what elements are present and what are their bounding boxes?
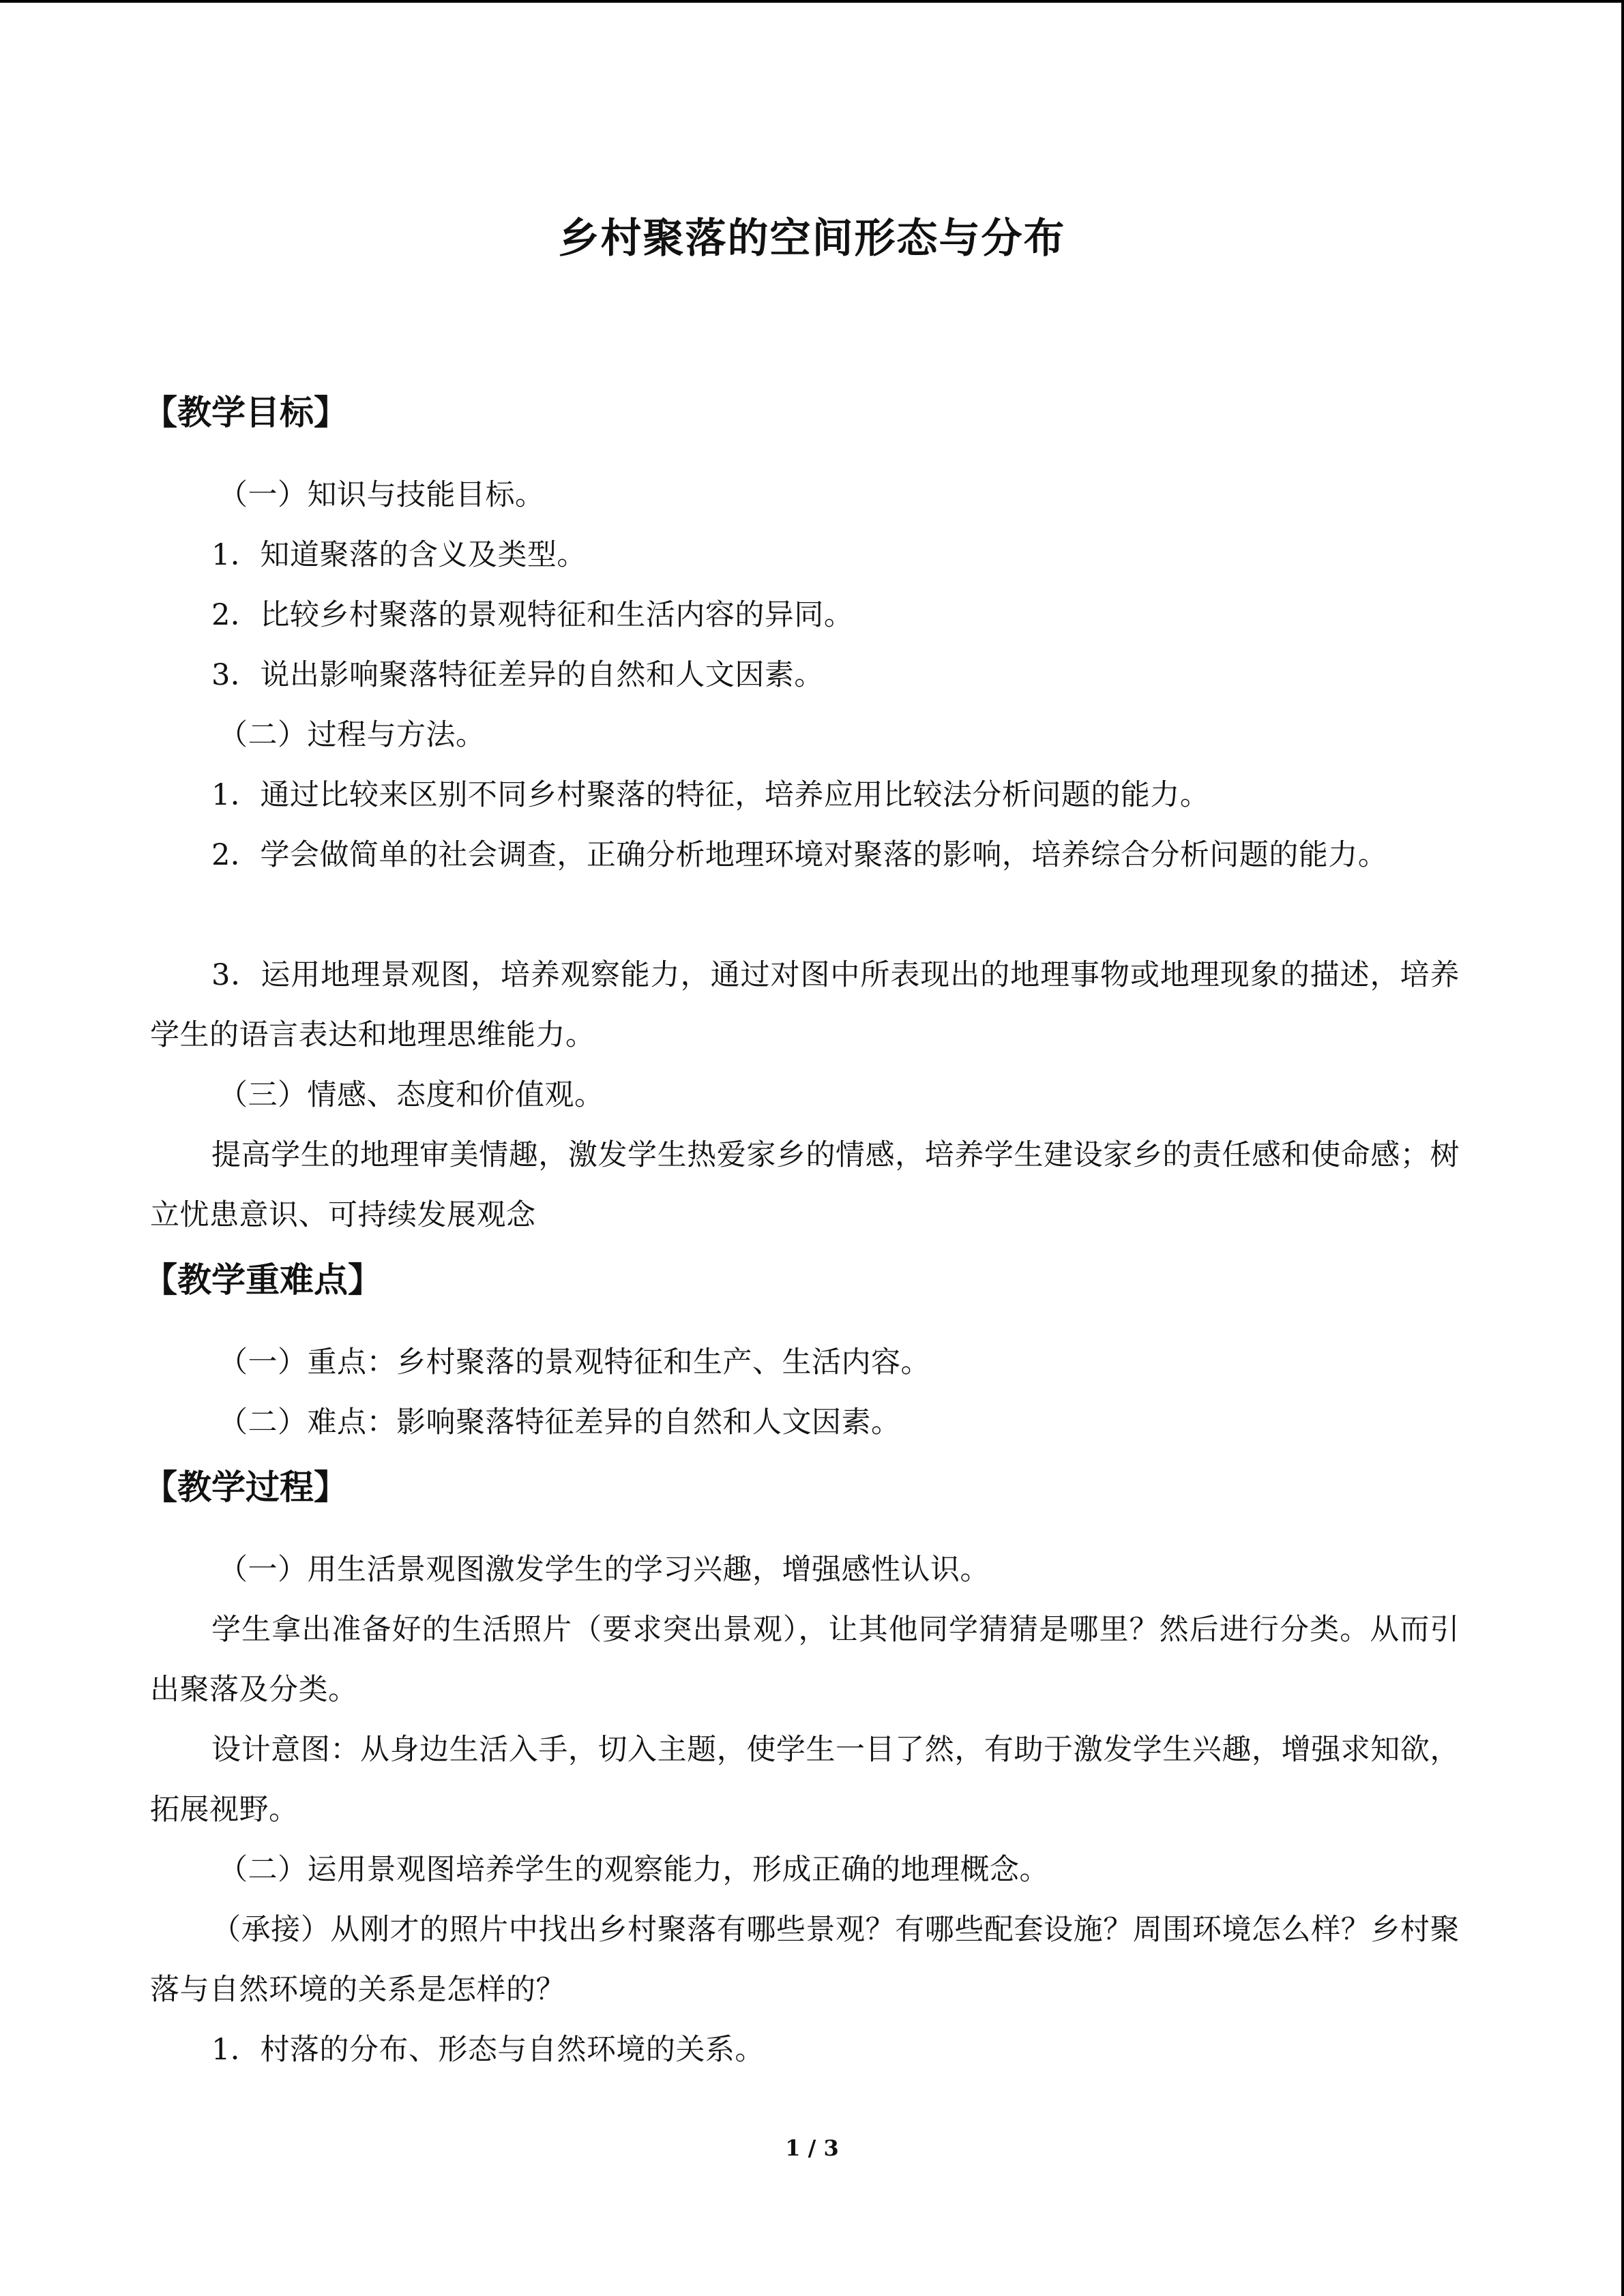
paragraph: 学生拿出准备好的生活照片（要求突出景观），让其他同学猜猜是哪里？然后进行分类。从而引出聚落及分类。 — [150, 1613, 1460, 1707]
paragraph: 2．学会做简单的社会调查，正确分析地理环境对聚落的影响，培养综合分析问题的能力。 — [211, 838, 1388, 872]
section-heading-key-points: 【教学重难点】 — [143, 1260, 382, 1300]
section-heading-objectives: 【教学目标】 — [143, 393, 348, 432]
document-title: 乡村聚落的空间形态与分布 — [558, 215, 1066, 263]
paragraph: （二）运用景观图培养学生的观察能力，形成正确的地理概念。 — [218, 1853, 1049, 1887]
paragraph: （一）知识与技能目标。 — [218, 478, 545, 512]
page-number: 1 / 3 — [785, 2135, 839, 2161]
paragraph: （二）难点：影响聚落特征差异的自然和人文因素。 — [218, 1405, 901, 1440]
paragraph: （一）用生活景观图激发学生的学习兴趣，增强感性认识。 — [218, 1553, 990, 1587]
paragraph: 设计意图：从身边生活入手，切入主题，使学生一目了然，有助于激发学生兴趣，增强求知欲，拓展视野。 — [150, 1733, 1460, 1827]
paragraph: 1．村落的分布、形态与自然环境的关系。 — [211, 2033, 765, 2067]
paragraph: 1．知道聚落的含义及类型。 — [211, 538, 587, 572]
section-heading-process: 【教学过程】 — [143, 1467, 348, 1507]
paragraph: （承接）从刚才的照片中找出乡村聚落有哪些景观？有哪些配套设施？周围环境怎么样？乡村聚落与自然环境的关系是怎样的？ — [150, 1913, 1460, 2007]
paragraph: 提高学生的地理审美情趣，激发学生热爱家乡的情感，培养学生建设家乡的责任感和使命感；树立忧患意识、可持续发展观念 — [150, 1138, 1460, 1232]
paragraph: 3．说出影响聚落特征差异的自然和人文因素。 — [211, 658, 824, 692]
paragraph: 3．运用地理景观图，培养观察能力，通过对图中所表现出的地理事物或地理现象的描述，培养学生的语言表达和地理思维能力。 — [150, 958, 1460, 1052]
paragraph: （一）重点：乡村聚落的景观特征和生产、生活内容。 — [218, 1345, 930, 1380]
paragraph: （三）情感、态度和价值观。 — [218, 1078, 604, 1112]
paragraph: 2．比较乡村聚落的景观特征和生活内容的异同。 — [211, 598, 854, 632]
paragraph: 1．通过比较来区别不同乡村聚落的特征，培养应用比较法分析问题的能力。 — [211, 778, 1210, 812]
paragraph: （二）过程与方法。 — [218, 718, 486, 752]
